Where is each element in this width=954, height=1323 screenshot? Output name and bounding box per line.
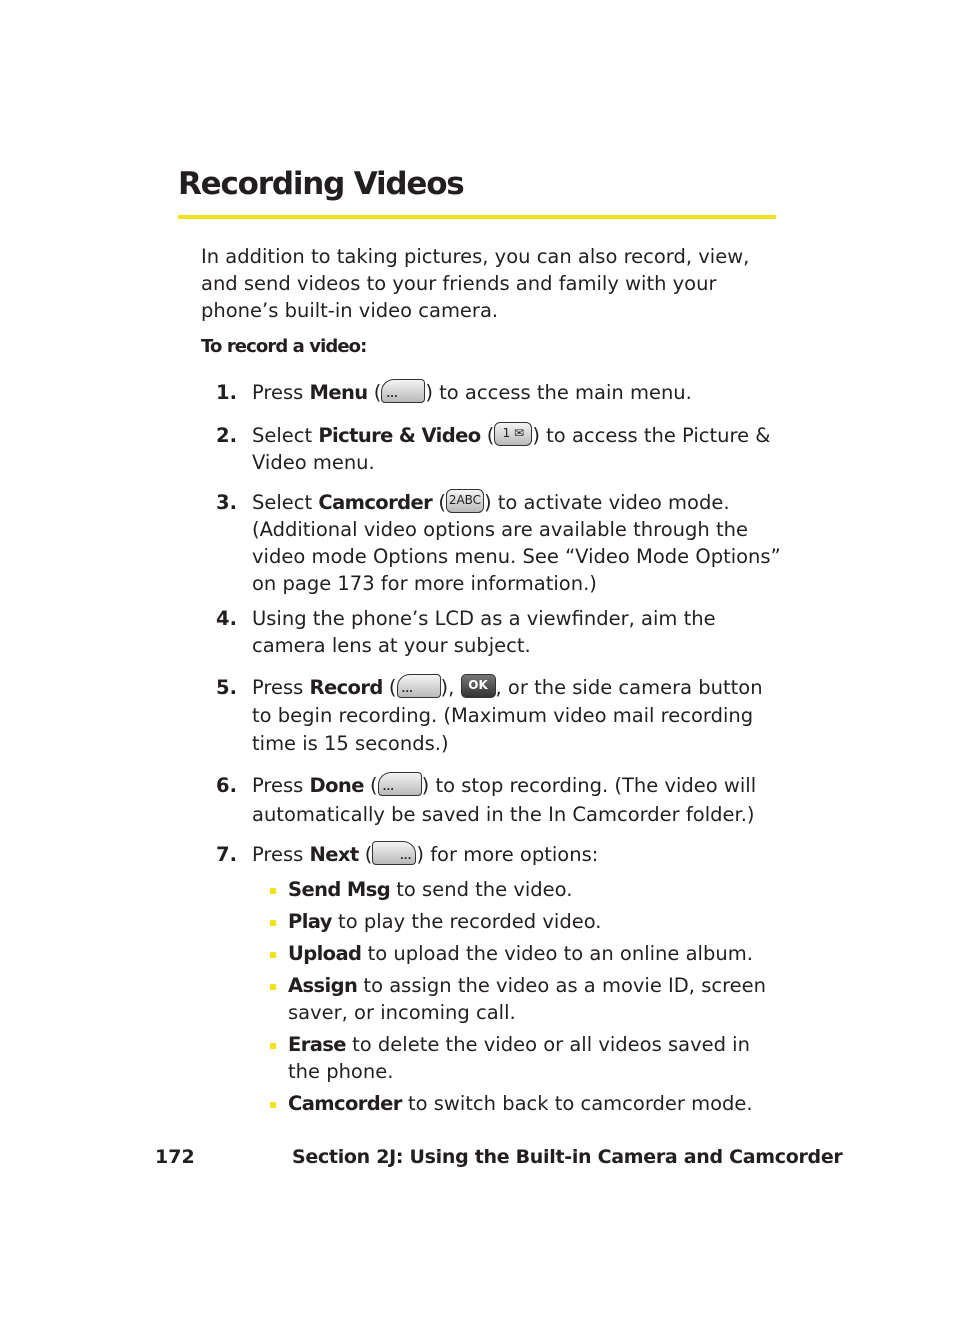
list-item: Camcorder to switch back to camcorder mode. — [267, 1090, 787, 1117]
right-softkey-icon: ... — [372, 841, 416, 865]
step-2: 2. Select Picture & Video ( 1 ✉ ) to access the Picture & Video menu. — [216, 424, 771, 474]
step-number: 1. — [216, 381, 237, 404]
ok-key-icon: OK — [461, 674, 496, 698]
step-1: 1. Press Menu ( ... ) to access the main menu. — [216, 381, 692, 404]
picture-video-label: Picture & Video — [318, 424, 481, 447]
step-4: 4. Using the phone’s LCD as a viewfinder, aim the camera lens at your subject. — [216, 607, 716, 657]
next-label: Next — [309, 843, 359, 866]
bullet-square-icon — [270, 1043, 276, 1049]
page-number: 172 — [155, 1146, 195, 1168]
left-softkey-icon: ... — [381, 379, 425, 403]
list-item: Send Msg to send the video. — [267, 876, 787, 903]
step-5: 5. Press Record ( ... ), OK , or the side camera button to begin recording. (Maximum video mail recording time is 15 seconds.) — [216, 676, 763, 755]
step-number: 2. — [216, 424, 237, 447]
section-footer: Section 2J: Using the Built-in Camera and Camcorder — [292, 1146, 843, 1168]
done-label: Done — [309, 774, 364, 797]
step-6: 6. Press Done ( ... ) to stop recording. (The video will automatically be saved in the In Camcorder folder.) — [216, 771, 786, 829]
step-number: 6. — [216, 774, 237, 797]
step-number: 4. — [216, 607, 237, 630]
camcorder-label: Camcorder — [318, 491, 433, 514]
step-number: 7. — [216, 843, 237, 866]
procedure-heading: To record a video: — [201, 336, 367, 357]
record-label: Record — [309, 676, 383, 699]
step-3: 3. Select Camcorder ( 2ABC ) to activate video mode. (Additional video options are available through the video mode Options menu. See “Video Mode Options” on page 173 for more information.) — [216, 491, 781, 595]
page-title: Recording Videos — [178, 166, 464, 202]
bullet-square-icon — [270, 1102, 276, 1108]
left-softkey-icon: ... — [397, 674, 441, 698]
step-number: 3. — [216, 491, 237, 514]
key-2-icon: 2ABC — [446, 489, 484, 513]
list-item: Erase to delete the video or all videos saved in the phone. — [267, 1031, 787, 1085]
bullet-square-icon — [270, 920, 276, 926]
bullet-square-icon — [270, 984, 276, 990]
bullet-square-icon — [270, 952, 276, 958]
intro-paragraph: In addition to taking pictures, you can also record, view, and send videos to your friends and family with your phone’s built-in video camera. — [201, 245, 750, 322]
list-item: Assign to assign the video as a movie ID, screen saver, or incoming call. — [267, 972, 787, 1026]
list-item: Play to play the recorded video. — [267, 908, 787, 935]
key-1-icon: 1 ✉ — [494, 422, 532, 446]
bullet-square-icon — [270, 888, 276, 894]
menu-label: Menu — [309, 381, 368, 404]
list-item: Upload to upload the video to an online album. — [267, 940, 787, 967]
step-number: 5. — [216, 676, 237, 699]
step-7: 7. Press Next ( ... ) for more options: — [216, 843, 599, 866]
title-underline — [178, 215, 776, 219]
left-softkey-icon: ... — [378, 772, 422, 796]
